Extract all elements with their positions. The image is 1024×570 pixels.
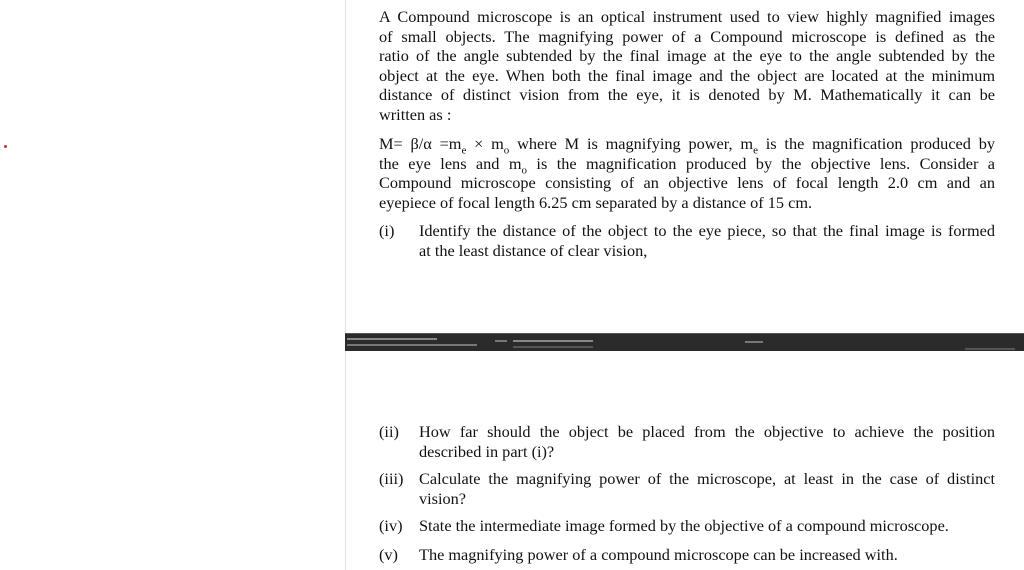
text-line: distance of distinct vision from the eye, it is denoted by M. Mathematically it can be (379, 85, 995, 104)
question-number: (ii) (379, 422, 399, 441)
question-number: (iv) (379, 516, 403, 535)
formula-text: is the magnification produced by (757, 134, 995, 153)
page-edge (345, 0, 346, 570)
text-line: of small objects. The magnifying power of a Compound microscope is defined as the (379, 26, 995, 46)
intro-paragraph (379, 7, 995, 124)
marker-dot (4, 145, 7, 148)
question-number: (v) (379, 545, 398, 564)
text-line: The magnifying power of a compound microscope can be increased with. (419, 545, 898, 564)
text-line: How far should the object be placed from the objective to achieve the position (419, 422, 995, 441)
formula-text: is the magnification produced by the objective lens. Consider a (527, 153, 995, 173)
text-line: ratio of the angle subtended by the final image at the eye to the angle subtended by the (379, 46, 995, 65)
subscript: e (753, 144, 758, 157)
text-line: State the intermediate image formed by the objective of a compound microscope. (419, 516, 949, 535)
question-number: (iii) (379, 469, 404, 488)
formula-text: the eye lens and m (379, 153, 522, 173)
text-line: object at the eye. When both the final image and the object are located at the minimum (379, 65, 995, 85)
text-line: at the least distance of clear vision, (419, 240, 648, 260)
text-line: written as : (379, 104, 452, 124)
text-line: Identify the distance of the object to the eye piece, so that the final image is formed (419, 221, 995, 240)
dark-toolbar-strip (345, 333, 1024, 351)
formula-text: × m (466, 134, 504, 153)
text-line: A Compound microscope is an optical instrument used to view highly magnified images (379, 7, 995, 26)
text-line: described in part (i)? (419, 441, 555, 461)
subscript: o (521, 163, 528, 176)
text-line (379, 154, 995, 174)
formula-text: where M is magnifying power, m (509, 134, 754, 153)
text-line: vision? (419, 488, 467, 508)
subscript: o (503, 144, 510, 157)
subscript: e (461, 144, 467, 157)
text-line: eyepiece of focal length 6.25 cm separated by a distance of 15 cm. (379, 192, 813, 212)
text-line: Calculate the magnifying power of the microscope, at least in the case of distinct (419, 469, 995, 488)
text-line (379, 134, 995, 157)
question-number: (i) (379, 221, 395, 240)
formula-paragraph (379, 134, 995, 212)
formula-text: M= β/α =m (379, 134, 462, 153)
text-line: Compound microscope consisting of an objective lens of focal length 2.0 cm and an (379, 173, 995, 192)
